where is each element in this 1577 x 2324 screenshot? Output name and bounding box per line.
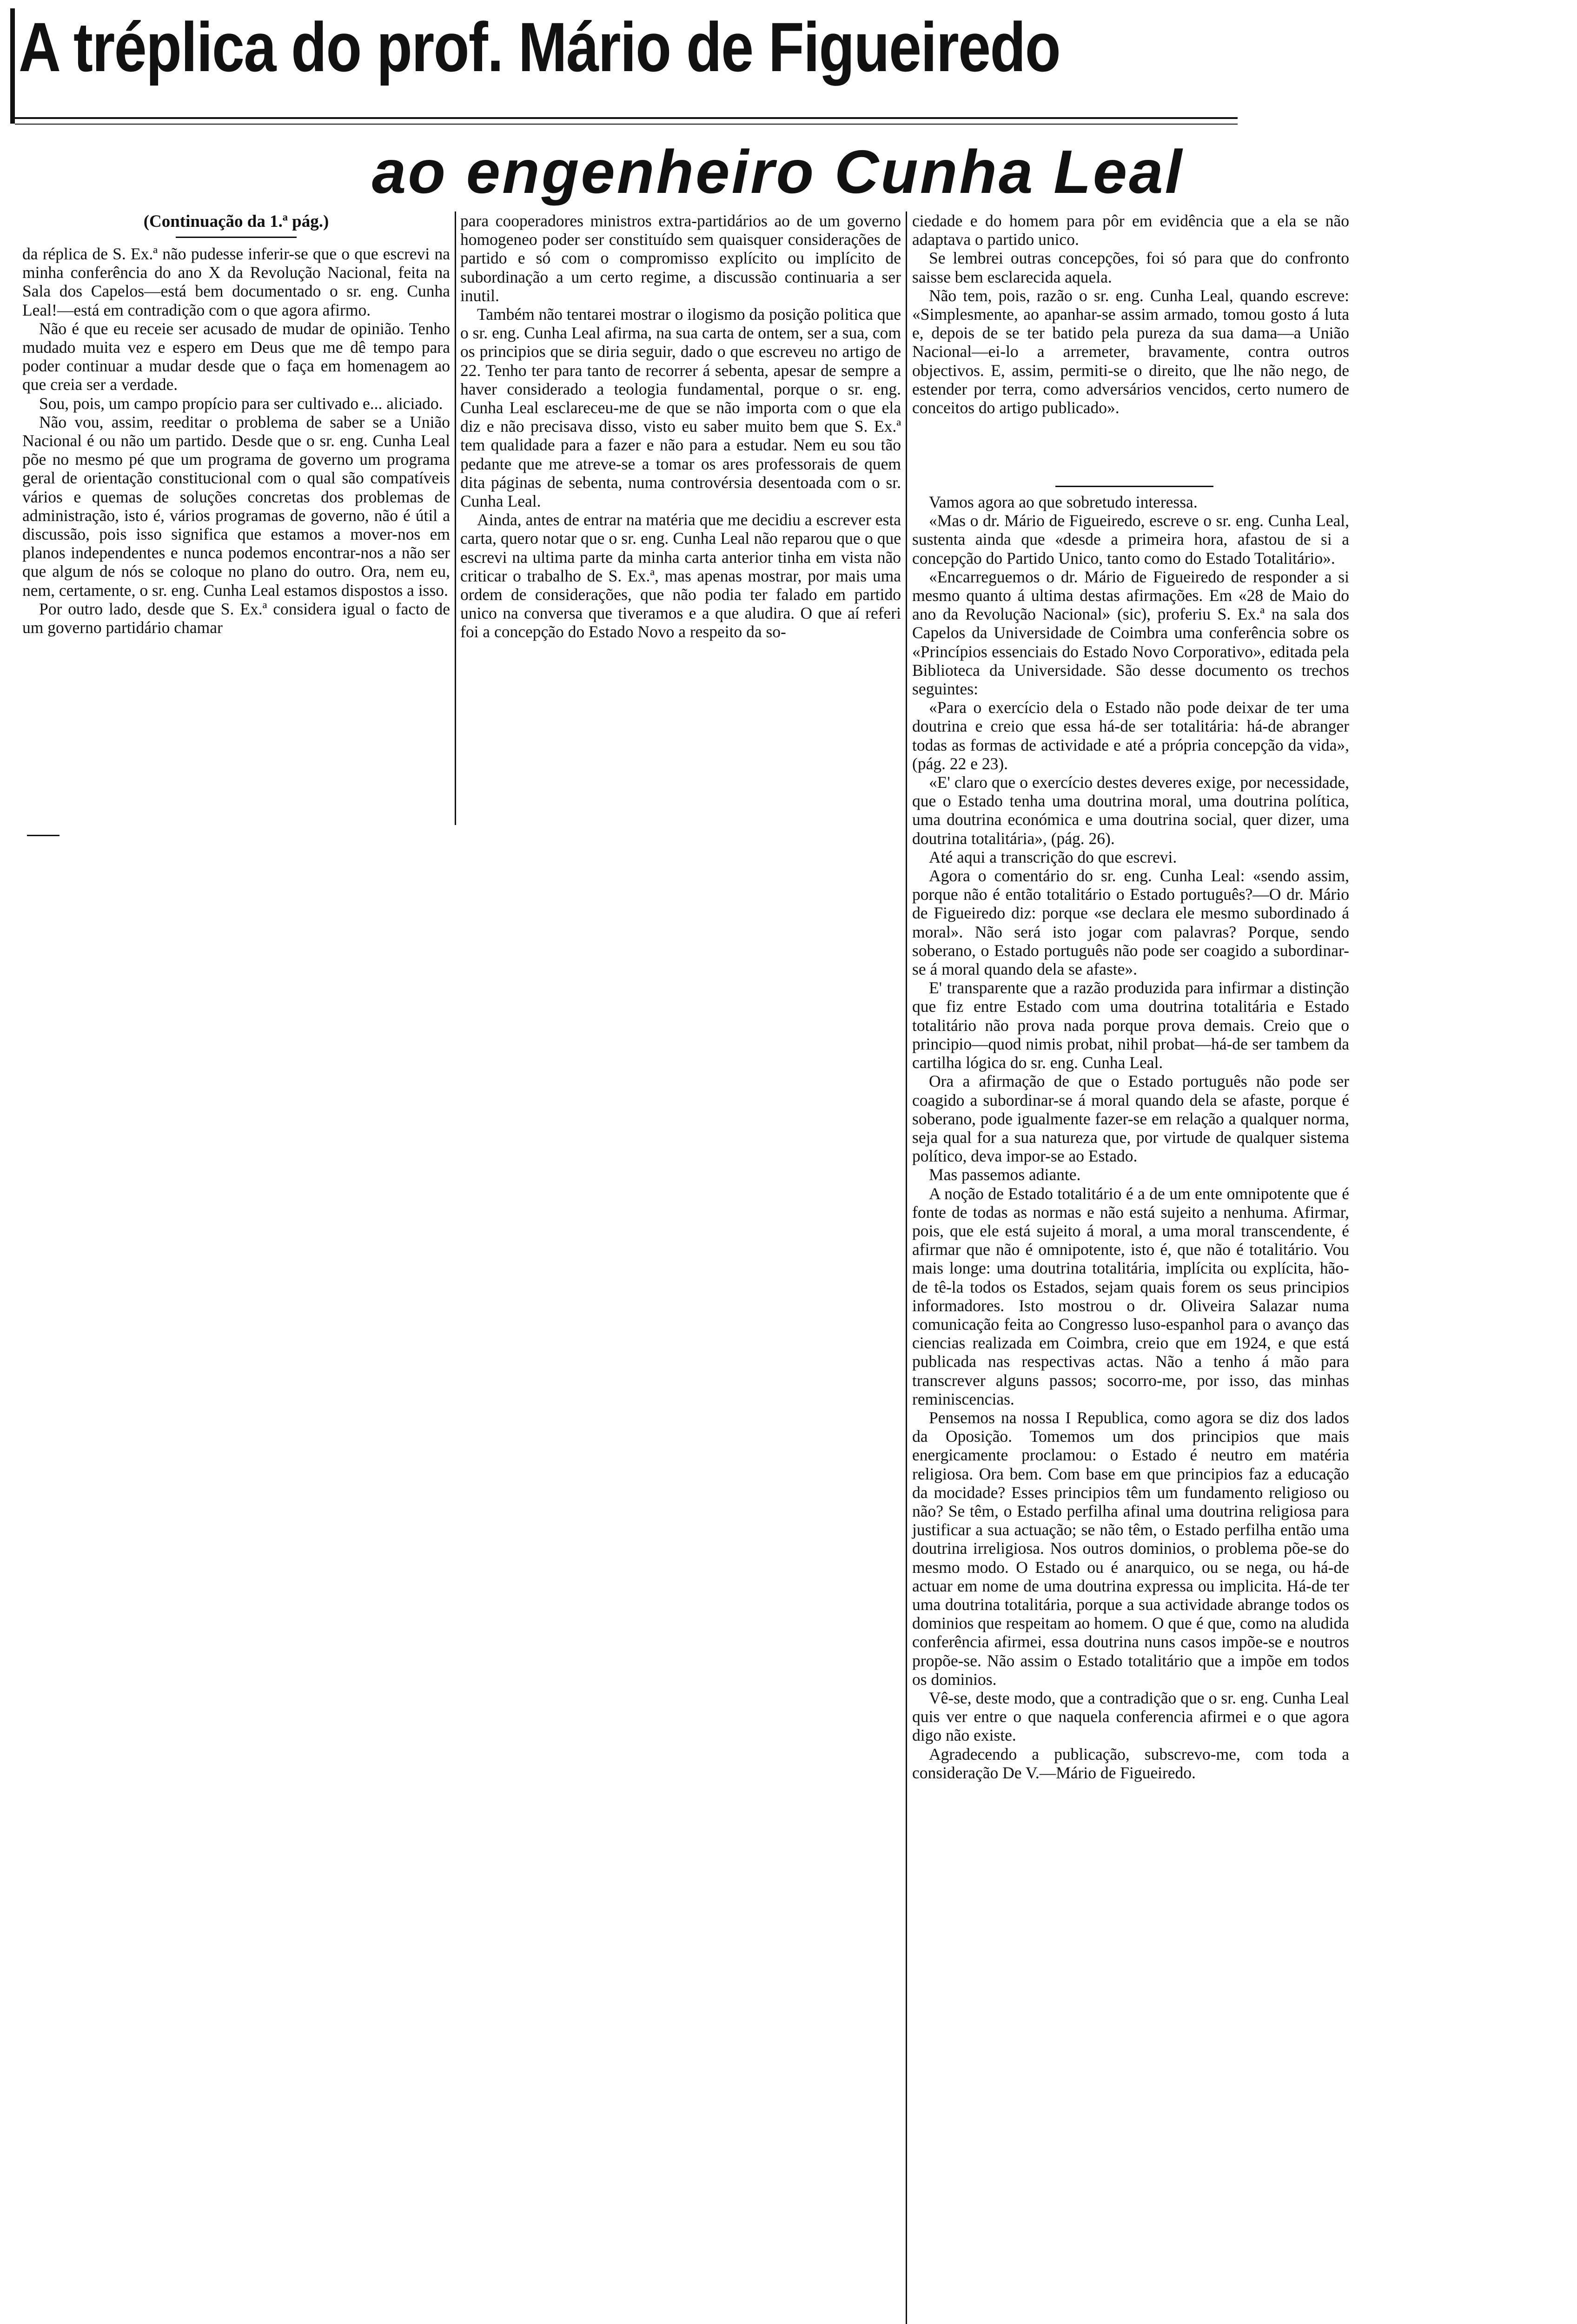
paragraph: Vamos agora ao que sobretudo interessa. — [929, 493, 1198, 511]
paragraph: «Encarreguemos o dr. Mário de Figueiredo de responder a si mesmo quanto á ultima destas afirmações. Em «28 de Maio do ano da Revolução Nacional» (sic), proferiu S. Ex.ª na sala dos Capelos da Universidade de Coimbra uma conferência sobre os «Princípios essenciais do Estado Novo Corporativo», editada pela Biblioteca da Universidade. São desse documento os trechos seguintes: — [912, 567, 1349, 699]
left-edge-rule — [10, 8, 15, 124]
paragraph: para cooperadores ministros extra-partidários ao de um governo homogeneo poder ser constituído sem quaisquer considerações de partido e só com o compromisso explícito ou implícito de subordinação a um certo regime, a discussão continuaria a ser inutil. — [460, 211, 901, 305]
paragraph: Por outro lado, desde que S. Ex.ª considera igual o facto de um governo partidário chamar — [22, 599, 450, 637]
paragraph: Não vou, assim, reeditar o problema de saber se a União Nacional é ou não um partido. Desde que o sr. eng. Cunha Leal põe no mesmo pé que um programa de governo um programa geral de orientação constitucional com o qual são compatíveis vários e quemas de soluções concretas dos problemas de administração, isto é, vários programas de governo, não é útil a discussão, pois isso significa que estamos a mover-nos em planos independentes e nunca podemos encontrar-nos a não ser que algum de nós se coloque no plano do outro. Ora, nem eu, nem, certamente, o sr. eng. Cunha Leal estamos dispostos a isso. — [22, 412, 450, 600]
headline-underline-thin — [15, 124, 1238, 125]
paragraph: «Para o exercício dela o Estado não pode deixar de ter uma doutrina e creio que essa há-de ser totalitária: há-de abranger todas as formas de actividade e até a própria concepção da vida», (pág. 22 e 23). — [912, 698, 1349, 773]
paragraph: ciedade e do homem para pôr em evidência que a ela se não adaptava o partido unico. — [912, 211, 1349, 249]
article-headline: A tréplica do prof. Mário de Figueiredo — [19, 8, 1060, 86]
paragraph: Até aqui a transcrição do que escrevi. — [929, 847, 1177, 866]
paragraph: Não é que eu receie ser acusado de mudar de opinião. Tenho mudado muita vez e espero em Deus que me dê tempo para poder continuar a mudar desde que o faça em homenagem ao que creia ser a verdade. — [22, 319, 450, 394]
paragraph: Pensemos na nossa I Republica, como agora se diz dos lados da Oposição. Tomemos um dos principios que mais energicamente proclamou: o Estado é neutro em matéria religiosa. Ora bem. Com base em que principios faz a educação da mocidade? Esses principios têm um fundamento religioso ou não? Se têm, o Estado perfilha afinal uma doutrina religiosa para justificar a sua actuação; se não têm, o Estado perfilha então uma doutrina irreligiosa. Nos outros dominios, o problema põe-se do mesmo modo. O Estado ou é anarquico, ou se nega, ou há-de actuar em nome de uma doutrina expressa ou implicita. Há-de ter uma doutrina totalitária, porque a sua actividade abrange todos os dominios que respeitam ao homem. O que é que, como na aludida conferência afirmei, essa doutrina nuns casos impõe-se e noutros propõe-se. Não assim o Estado totalitário que a impõe em todos os dominios. — [912, 1408, 1349, 1689]
paragraph: Vê-se, deste modo, que a contradição que o sr. eng. Cunha Leal quis ver entre o que naquela conferencia afirmei e o que agora digo não existe. — [912, 1689, 1349, 1745]
continuation-rule — [176, 237, 297, 238]
paragraph: Também não tentarei mostrar o ilogismo da posição politica que o sr. eng. Cunha Leal afirma, na sua carta de ontem, ser a sua, com os principios que se diria seguir, dado o que escreveu no artigo de 22. Tenho ter para tanto de recorrer á sebenta, apesar de sempre a haver considerado a teologia fundamental, porque o sr. eng. Cunha Leal esclareceu-me de que se não importa com o que ela diz e não precisava disso, visto eu saber muito bem que S. Ex.ª tem qualidade para a fazer e não para a estudar. Nem eu sou tão pedante que me atreve-se a tomar os ares professorais de quem dita páginas de sebenta, numa controvérsia desentoada com o sr. Cunha Leal. — [460, 305, 901, 511]
column-end-rule — [27, 835, 60, 836]
paragraph: Não tem, pois, razão o sr. eng. Cunha Leal, quando escreve: «Simplesmente, ao apanhar-se assim armado, tomou gosto á luta e, depois de se ter batido pela pureza da sua dama—a União Nacional—ei-lo a arremeter, bravamente, contra outros objectivos. E, assim, permiti-se o direito, que lhe não nego, de estender por terra, como adversários vencidos, certo numero de conceitos do artigo publicado». — [912, 286, 1349, 417]
article-subheadline: ao engenheiro Cunha Leal — [372, 138, 1184, 206]
paragraph: «Mas o dr. Mário de Figueiredo, escreve o sr. eng. Cunha Leal, sustenta ainda que «desde a primeira hora, afastou de si a concepção do Partido Unico, tanto como do Estado Totalitário». — [912, 511, 1349, 568]
paragraph: Ora a afirmação de que o Estado português não pode ser coagido a subordinar-se á moral quando dela se afaste, porque é soberano, pode igualmente fazer-se em relação a qualquer norma, seja qual for a sua natureza que, por virtude de qualquer sistema político, deva impor-se ao Estado. — [912, 1072, 1349, 1166]
headline-underline — [15, 117, 1238, 119]
section-rule — [1055, 486, 1213, 487]
column-divider-2 — [906, 211, 907, 2324]
paragraph: Ainda, antes de entrar na matéria que me decidiu a escrever esta carta, quero notar que o sr. eng. Cunha Leal não reparou que o que escrevi na ultima parte da minha carta anterior tinha em vista não criticar o trabalho de S. Ex.ª, mas apenas mostrar, por mais uma ordem de considerações, que não podia ter falado em partido unico na conversa que tiveramos e a que aludira. O que aí referi foi a concepção do Estado Novo a respeito da so- — [460, 510, 901, 641]
paragraph: Agradecendo a publicação, subscrevo-me, com toda a consideração De V.—Mário de Figueiredo. — [912, 1744, 1349, 1782]
paragraph: da réplica de S. Ex.ª não pudesse inferir-se que o que escrevi na minha conferência do ano X da Revolução Nacional, feita na Sala dos Capelos—está bem documentado o sr. eng. Cunha Leal!—está em contradição com o que agora afirmo. — [22, 244, 450, 319]
paragraph: Agora o comentário do sr. eng. Cunha Leal: «sendo assim, porque não é então totalitário o Estado português?—O dr. Mário de Figueiredo diz: porque «se declara ele mesmo subordinado á moral». Não será isto jogar com palavras? Porque, sendo soberano, o Estado português não pode ser coagido a subordinar-se á moral quando dela se afaste». — [912, 866, 1349, 979]
paragraph: Se lembrei outras concepções, foi só para que do confronto saisse bem esclarecida aquela. — [912, 249, 1349, 286]
paragraph: A noção de Estado totalitário é a de um ente omnipotente que é fonte de todas as normas e não está sujeito a nenhuma. Afirmar, pois, que ele está sujeito á moral, a uma moral transcendente, é afirmar que não é omnipotente, isto é, que não é totalitário. Vou mais longe: uma doutrina totalitária, implícita ou explícita, hão-de tê-la todos os Estados, sejam quais forem os seus principios informadores. Isto mostrou o dr. Oliveira Salazar numa comunicação feita ao Congresso luso-espanhol para o avanço das ciencias realizada em Coimbra, creio que em 1924, e que está publicada nas respectivas actas. Não a tenho á mão para transcrever alguns passos; socorro-me, por isso, das minhas reminiscencias. — [912, 1184, 1349, 1408]
text-column-3-top — [912, 211, 1349, 417]
paragraph: Sou, pois, um campo propício para ser cultivado e... aliciado. — [39, 394, 443, 413]
paragraph: E' transparente que a razão produzida para infirmar a distinção que fiz entre Estado com uma doutrina totalitária e Estado totalitário não prova nada porque prova demais. Creio que o principio—quod nimis probat, nihil probat—há-de ser tambem da cartilha lógica do sr. eng. Cunha Leal. — [912, 978, 1349, 1072]
continuation-note: (Continuação da 1.ª pág.) — [143, 212, 329, 231]
text-column-2 — [460, 211, 901, 641]
paragraph: Mas passemos adiante. — [929, 1165, 1081, 1184]
column-divider-1 — [455, 211, 456, 825]
text-column-1 — [22, 211, 450, 637]
text-column-3 — [912, 493, 1349, 1782]
paragraph: «E' claro que o exercício destes deveres exige, por necessidade, que o Estado tenha uma doutrina moral, uma doutrina política, uma doutrina económica e uma doutrina social, quer dizer, uma doutrina totalitária», (pág. 26). — [912, 773, 1349, 848]
